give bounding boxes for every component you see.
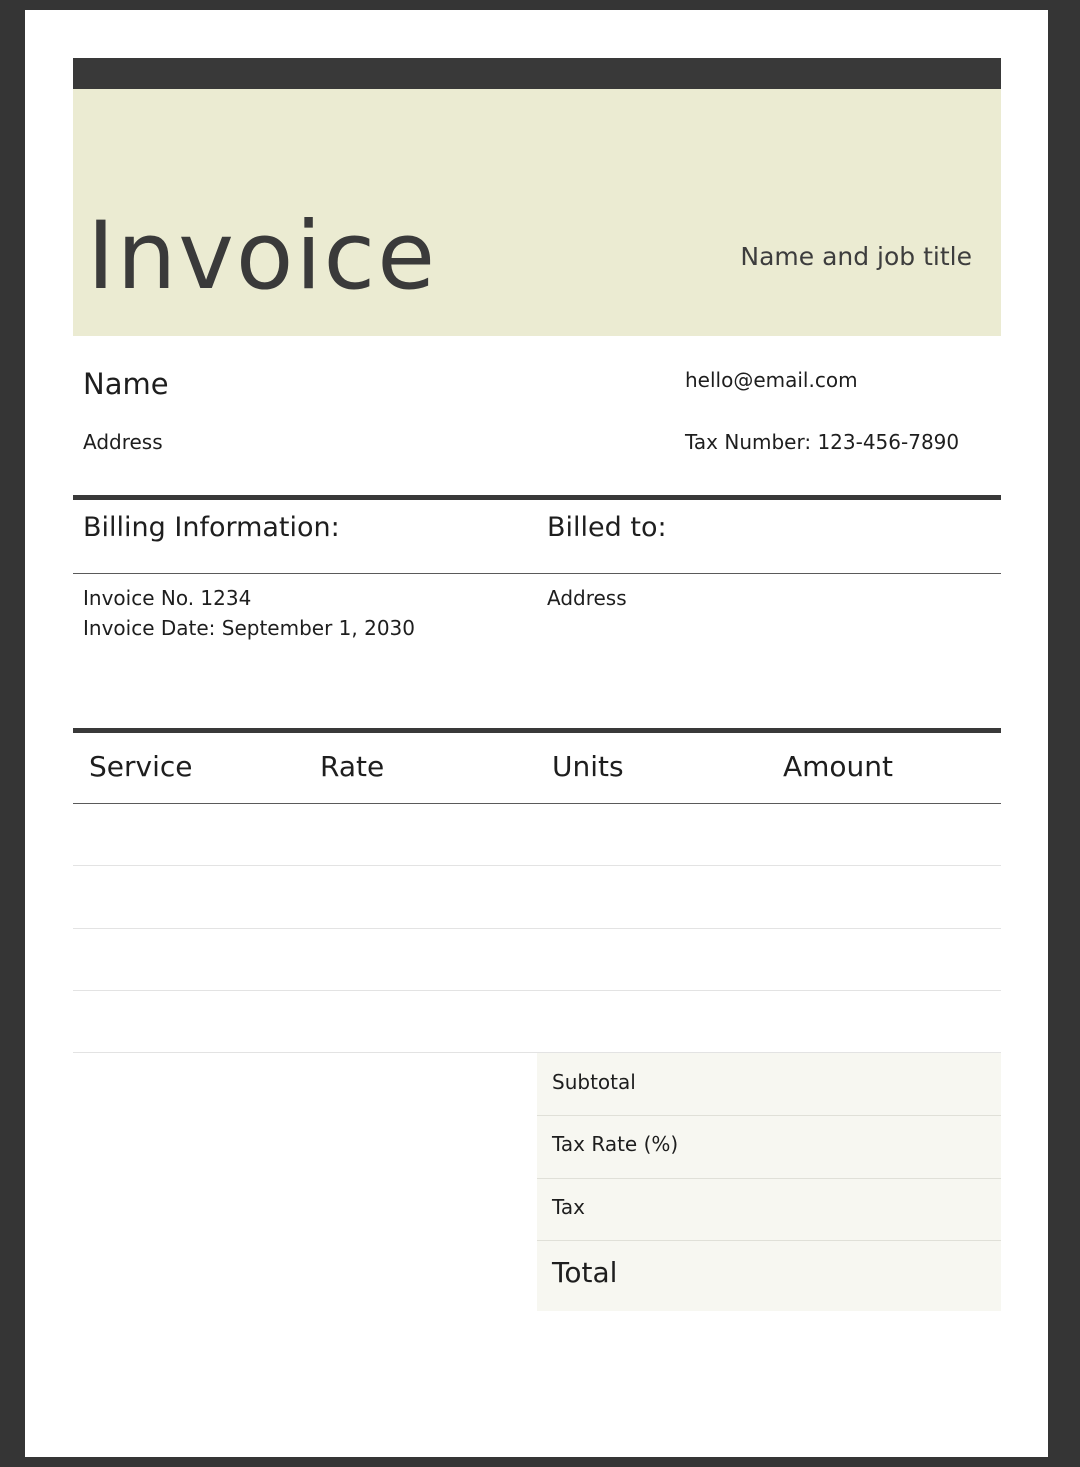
header-dark-bar — [73, 58, 1001, 89]
column-header-service: Service — [89, 750, 193, 783]
column-header-units: Units — [552, 750, 624, 783]
table-row-divider — [73, 865, 1001, 866]
tax-rate-label: Tax Rate (%) — [552, 1132, 679, 1156]
sender-email: hello@email.com — [685, 368, 858, 392]
job-title: Name and job title — [740, 242, 972, 271]
subtotal-label: Subtotal — [552, 1070, 636, 1094]
divider-billing-heading — [73, 573, 1001, 574]
totals-divider — [537, 1240, 1001, 1241]
table-row-divider — [73, 928, 1001, 929]
totals-divider — [537, 1178, 1001, 1179]
tax-label: Tax — [552, 1195, 585, 1219]
sender-address: Address — [83, 430, 163, 454]
billed-to-heading: Billed to: — [547, 512, 667, 543]
billed-to-address: Address — [547, 586, 627, 610]
sender-name: Name — [83, 367, 169, 401]
column-header-rate: Rate — [320, 750, 385, 783]
totals-divider — [537, 1115, 1001, 1116]
invoice-number: Invoice No. 1234 — [83, 586, 252, 610]
column-header-amount: Amount — [783, 750, 894, 783]
sender-tax-number: Tax Number: 123-456-7890 — [685, 430, 960, 454]
table-row-divider — [73, 990, 1001, 991]
total-label: Total — [552, 1256, 618, 1289]
billing-information-heading: Billing Information: — [83, 512, 340, 543]
invoice-date: Invoice Date: September 1, 2030 — [83, 616, 416, 640]
divider-billing-top — [73, 495, 1001, 500]
invoice-page — [25, 10, 1048, 1457]
divider-table-top — [73, 728, 1001, 733]
divider-table-header — [73, 803, 1001, 804]
invoice-title: Invoice — [87, 202, 438, 311]
